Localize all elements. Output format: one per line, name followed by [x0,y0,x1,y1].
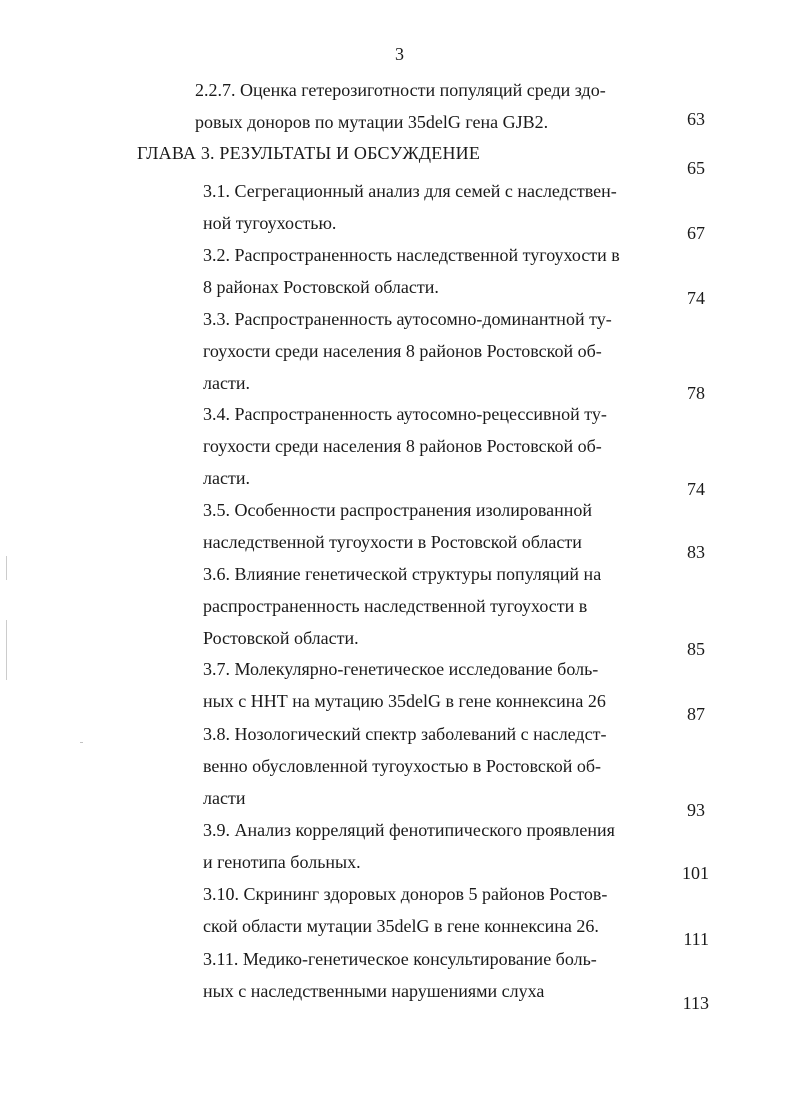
toc-entry-3-6-line-2: распространенность наследственной тугоухости в [203,596,588,616]
toc-entry-3-7-line-1: 3.7. Молекулярно-генетическое исследование боль- [203,659,599,679]
toc-entry-3-10-page: 111 [683,929,709,949]
toc-entry-3-8-page: 93 [687,800,705,820]
toc-entry-3-3-line-2: гоухости среди населения 8 районов Ростовской об- [203,341,602,361]
toc-entry-3-11-line-2: ных с наследственными нарушениями слуха [203,981,545,1001]
toc-entry-3-8-line-1: 3.8. Нозологический спектр заболеваний с наследст- [203,724,607,744]
toc-chapter-3-title: ГЛАВА 3. РЕЗУЛЬТАТЫ И ОБСУЖДЕНИЕ [137,143,481,163]
toc-entry-2-2-7-page: 63 [687,109,705,129]
toc-entry-2-2-7-line-2: ровых доноров по мутации 35delG гена GJB2. [195,112,549,132]
toc-entry-3-2-page: 74 [687,288,705,308]
toc-entry-3-11-page: 113 [682,993,709,1013]
toc-entry-3-2-line-1: 3.2. Распространенность наследственной тугоухости в [203,245,620,265]
toc-entry-3-2-line-2: 8 районах Ростовской области. [203,277,439,297]
toc-entry-3-6-page: 85 [687,639,705,659]
toc-entry-3-4-line-3: ласти. [203,468,250,488]
toc-entry-3-3-line-1: 3.3. Распространенность аутосомно-доминантной ту- [203,309,612,329]
toc-entry-3-4-page: 74 [687,479,705,499]
toc-entry-3-8-line-2: венно обусловленной тугоухостью в Ростовской об- [203,756,602,776]
toc-entry-3-1-line-2: ной тугоухостью. [203,213,337,233]
toc-entry-3-3-line-3: ласти. [203,373,250,393]
toc-entry-3-1-page: 67 [687,223,705,243]
toc-entry-3-6-line-1: 3.6. Влияние генетической структуры популяций на [203,564,602,584]
toc-entry-3-9-line-1: 3.9. Анализ корреляций фенотипического проявления [203,820,615,840]
toc-entry-3-4-line-1: 3.4. Распространенность аутосомно-рецессивной ту- [203,404,607,424]
toc-entry-3-7-line-2: ных с ННТ на мутацию 35delG в гене коннексина 26 [203,691,606,711]
toc-entry-3-5-line-1: 3.5. Особенности распространения изолированной [203,500,593,520]
scan-artifact-mark [80,742,83,743]
toc-entry-3-7-page: 87 [687,704,705,724]
toc-entry-3-3-page: 78 [687,383,705,403]
toc-entry-3-8-line-3: ласти [203,788,246,808]
toc-entry-3-5-page: 83 [687,542,705,562]
toc-entry-3-11-line-1: 3.11. Медико-генетическое консультирование боль- [203,949,597,969]
toc-entry-3-4-line-2: гоухости среди населения 8 районов Ростовской об- [203,436,602,456]
toc-entry-3-5-line-2: наследственной тугоухости в Ростовской области [203,532,582,552]
scan-artifact-mark [6,556,7,580]
toc-entry-3-9-line-2: и генотипа больных. [203,852,361,872]
toc-chapter-3-page: 65 [687,158,705,178]
toc-entry-3-10-line-2: ской области мутации 35delG в гене коннексина 26. [203,916,599,936]
toc-entry-3-10-line-1: 3.10. Скрининг здоровых доноров 5 районов Ростов- [203,884,608,904]
toc-entry-3-1-line-1: 3.1. Сегрегационный анализ для семей с наследствен- [203,181,617,201]
scan-artifact-mark [6,620,7,680]
toc-entry-3-6-line-3: Ростовской области. [203,628,359,648]
toc-entry-2-2-7-line-1: 2.2.7. Оценка гетерозиготности популяций среди здо- [195,80,606,100]
toc-entry-3-9-page: 101 [682,863,709,883]
page-number: 3 [395,44,404,64]
